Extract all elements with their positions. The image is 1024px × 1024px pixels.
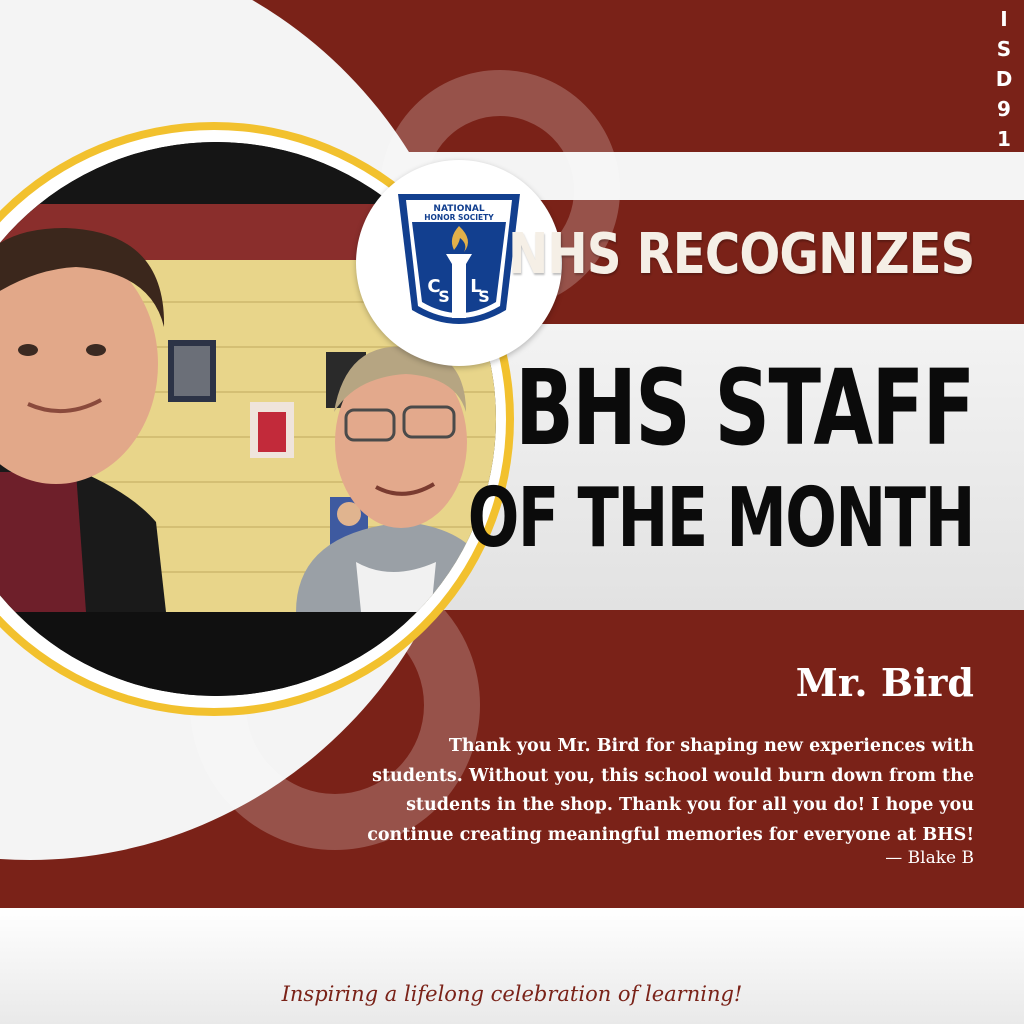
- logo-line2: HONOR SOCIETY: [424, 213, 494, 222]
- logo-letter-s: S: [438, 287, 450, 306]
- district-tag-char: I: [1000, 7, 1008, 31]
- footer-band: [0, 908, 1024, 1024]
- footer-tagline: Inspiring a lifelong celebration of learning!: [281, 982, 743, 1006]
- district-tag-char: S: [996, 37, 1012, 61]
- district-tag: [992, 4, 1016, 154]
- district-tag-char: 9: [997, 97, 1011, 121]
- logo-letter-l: L: [470, 276, 482, 297]
- message-attribution: — Blake B: [885, 848, 974, 868]
- district-tag-char: 1: [997, 127, 1011, 151]
- honoree-message: Thank you Mr. Bird for shaping new experiences with students. Without you, this school would burn down from the students in the shop. Thank you for all you do! I hope you continue creating meaningful memories for everyone at BHS!: [367, 736, 974, 845]
- headline-of-the-month: OF THE MONTH: [467, 471, 974, 566]
- logo-letter-s2: S: [478, 287, 490, 306]
- logo-line1: NATIONAL: [433, 204, 485, 214]
- headline-recognizes: NHS RECOGNIZES: [507, 222, 974, 287]
- headline-staff: BHS STAFF: [515, 347, 974, 469]
- honoree-name: Mr. Bird: [795, 660, 974, 705]
- logo-letter-c: C: [427, 276, 441, 297]
- district-tag-char: D: [995, 67, 1013, 91]
